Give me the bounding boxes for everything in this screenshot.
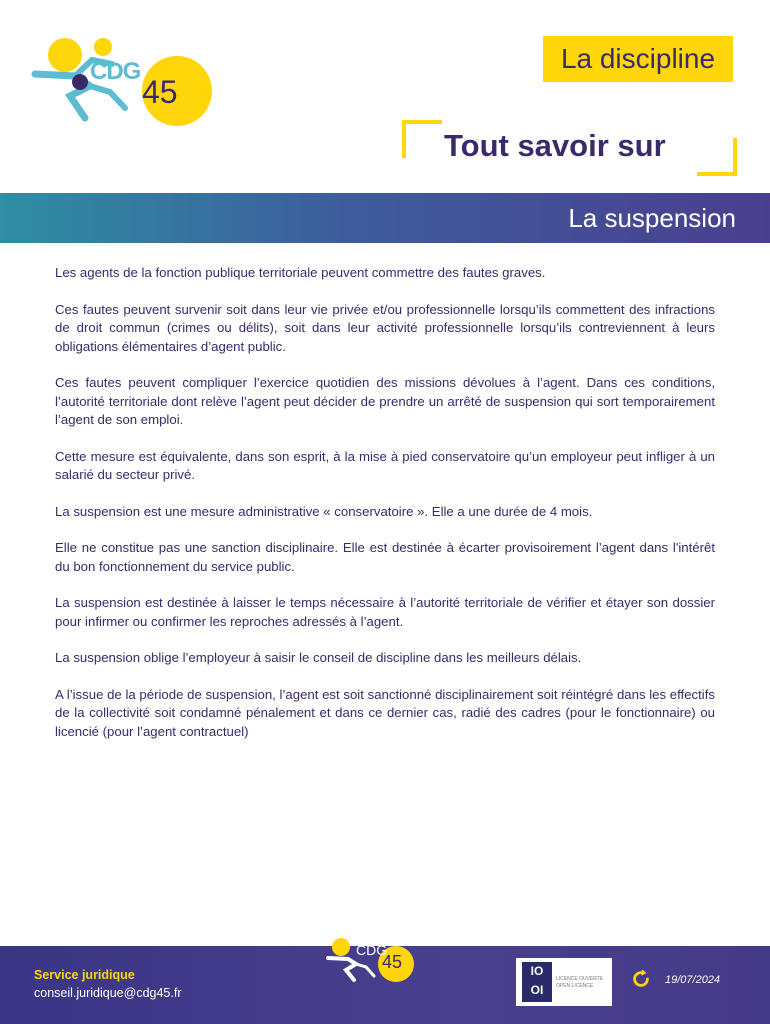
footer-date: 19/07/2024 — [665, 974, 721, 986]
footer-logo-number: 45 — [382, 952, 403, 972]
footer-logo — [326, 942, 426, 986]
footer-email[interactable]: conseil.juridique@cdg45.fr — [34, 986, 182, 1000]
paragraph: La suspension oblige l’employeur à saisir le conseil de discipline dans les meilleurs délais. — [55, 650, 582, 665]
paragraph: A l’issue de la période de suspension, l’agent est soit sanctionné disciplinairement soit réintégré dans les effectifs de la collectivité soit condamné pénalement et dans ce dernier cas, radié des cadres (pour le fonctionnaire) ou licencié (pour l’agent contractuel) — [55, 686, 715, 739]
page-title: La discipline — [560, 43, 716, 74]
title-box — [543, 36, 733, 82]
paragraph: Ces fautes peuvent compliquer l’exercice quotidien des missions dévolues à l’agent. Dans ces conditions, l’autorité territoriale dont relève l’agent peut décider de prendre un arrêté de suspension qui sort temporairement l’agent de son emploi. — [55, 375, 715, 427]
paragraph: La suspension est une mesure administrative « conservatoire ». Elle a une durée de 4 mois. — [55, 503, 593, 519]
refresh-icon — [630, 968, 652, 990]
bracket-top-left — [402, 120, 442, 158]
paragraph: Cette mesure est équivalente, dans son esprit, à la mise à pied conservatoire qu’un employeur peut infliger à un salarié du secteur privé. — [55, 448, 715, 482]
footer-logo-cdg-text: CDG — [356, 942, 388, 958]
logo-number: 45 — [142, 74, 178, 110]
license-text: LICENCE OUVERTE OPEN LICENCE — [556, 976, 604, 989]
footer-service: Service juridique — [34, 968, 135, 982]
open-license-badge[interactable] — [516, 958, 612, 1006]
paragraph: Ces fautes peuvent survenir soit dans leur vie privée et/ou professionnelle lorsqu’ils commettent des infractions de droit commun (crimes ou délits), soit dans leur activité professionnelle lorsqu’ils contreviennent à leurs obligations élémentaires d’agent public. — [55, 301, 715, 354]
logo-cdg-text: CDG — [90, 58, 141, 85]
bracket-bottom-right — [697, 138, 737, 176]
section-banner — [0, 193, 770, 243]
paragraph: La suspension est destinée à laisser le temps nécessaire à l’autorité territoriale de vérifier et étayer son dossier pour infirmer ou confirmer les reproches adressés à l’agent. — [55, 595, 715, 629]
main-content — [55, 264, 715, 759]
page-subtitle: Tout savoir sur — [444, 128, 666, 163]
cdg45-logo — [30, 32, 210, 128]
paragraph: Elle ne constitue pas une sanction disciplinaire. Elle est destinée à écarter provisoirement l’agent dans l'intérêt du bon fonctionnement du service public. — [55, 540, 715, 574]
license-io-icon: IO OI — [522, 962, 552, 1002]
section-title: La suspension — [568, 203, 736, 233]
footer — [0, 942, 770, 1024]
paragraph: Les agents de la fonction publique territoriale peuvent commettre des fautes graves. — [55, 265, 546, 280]
